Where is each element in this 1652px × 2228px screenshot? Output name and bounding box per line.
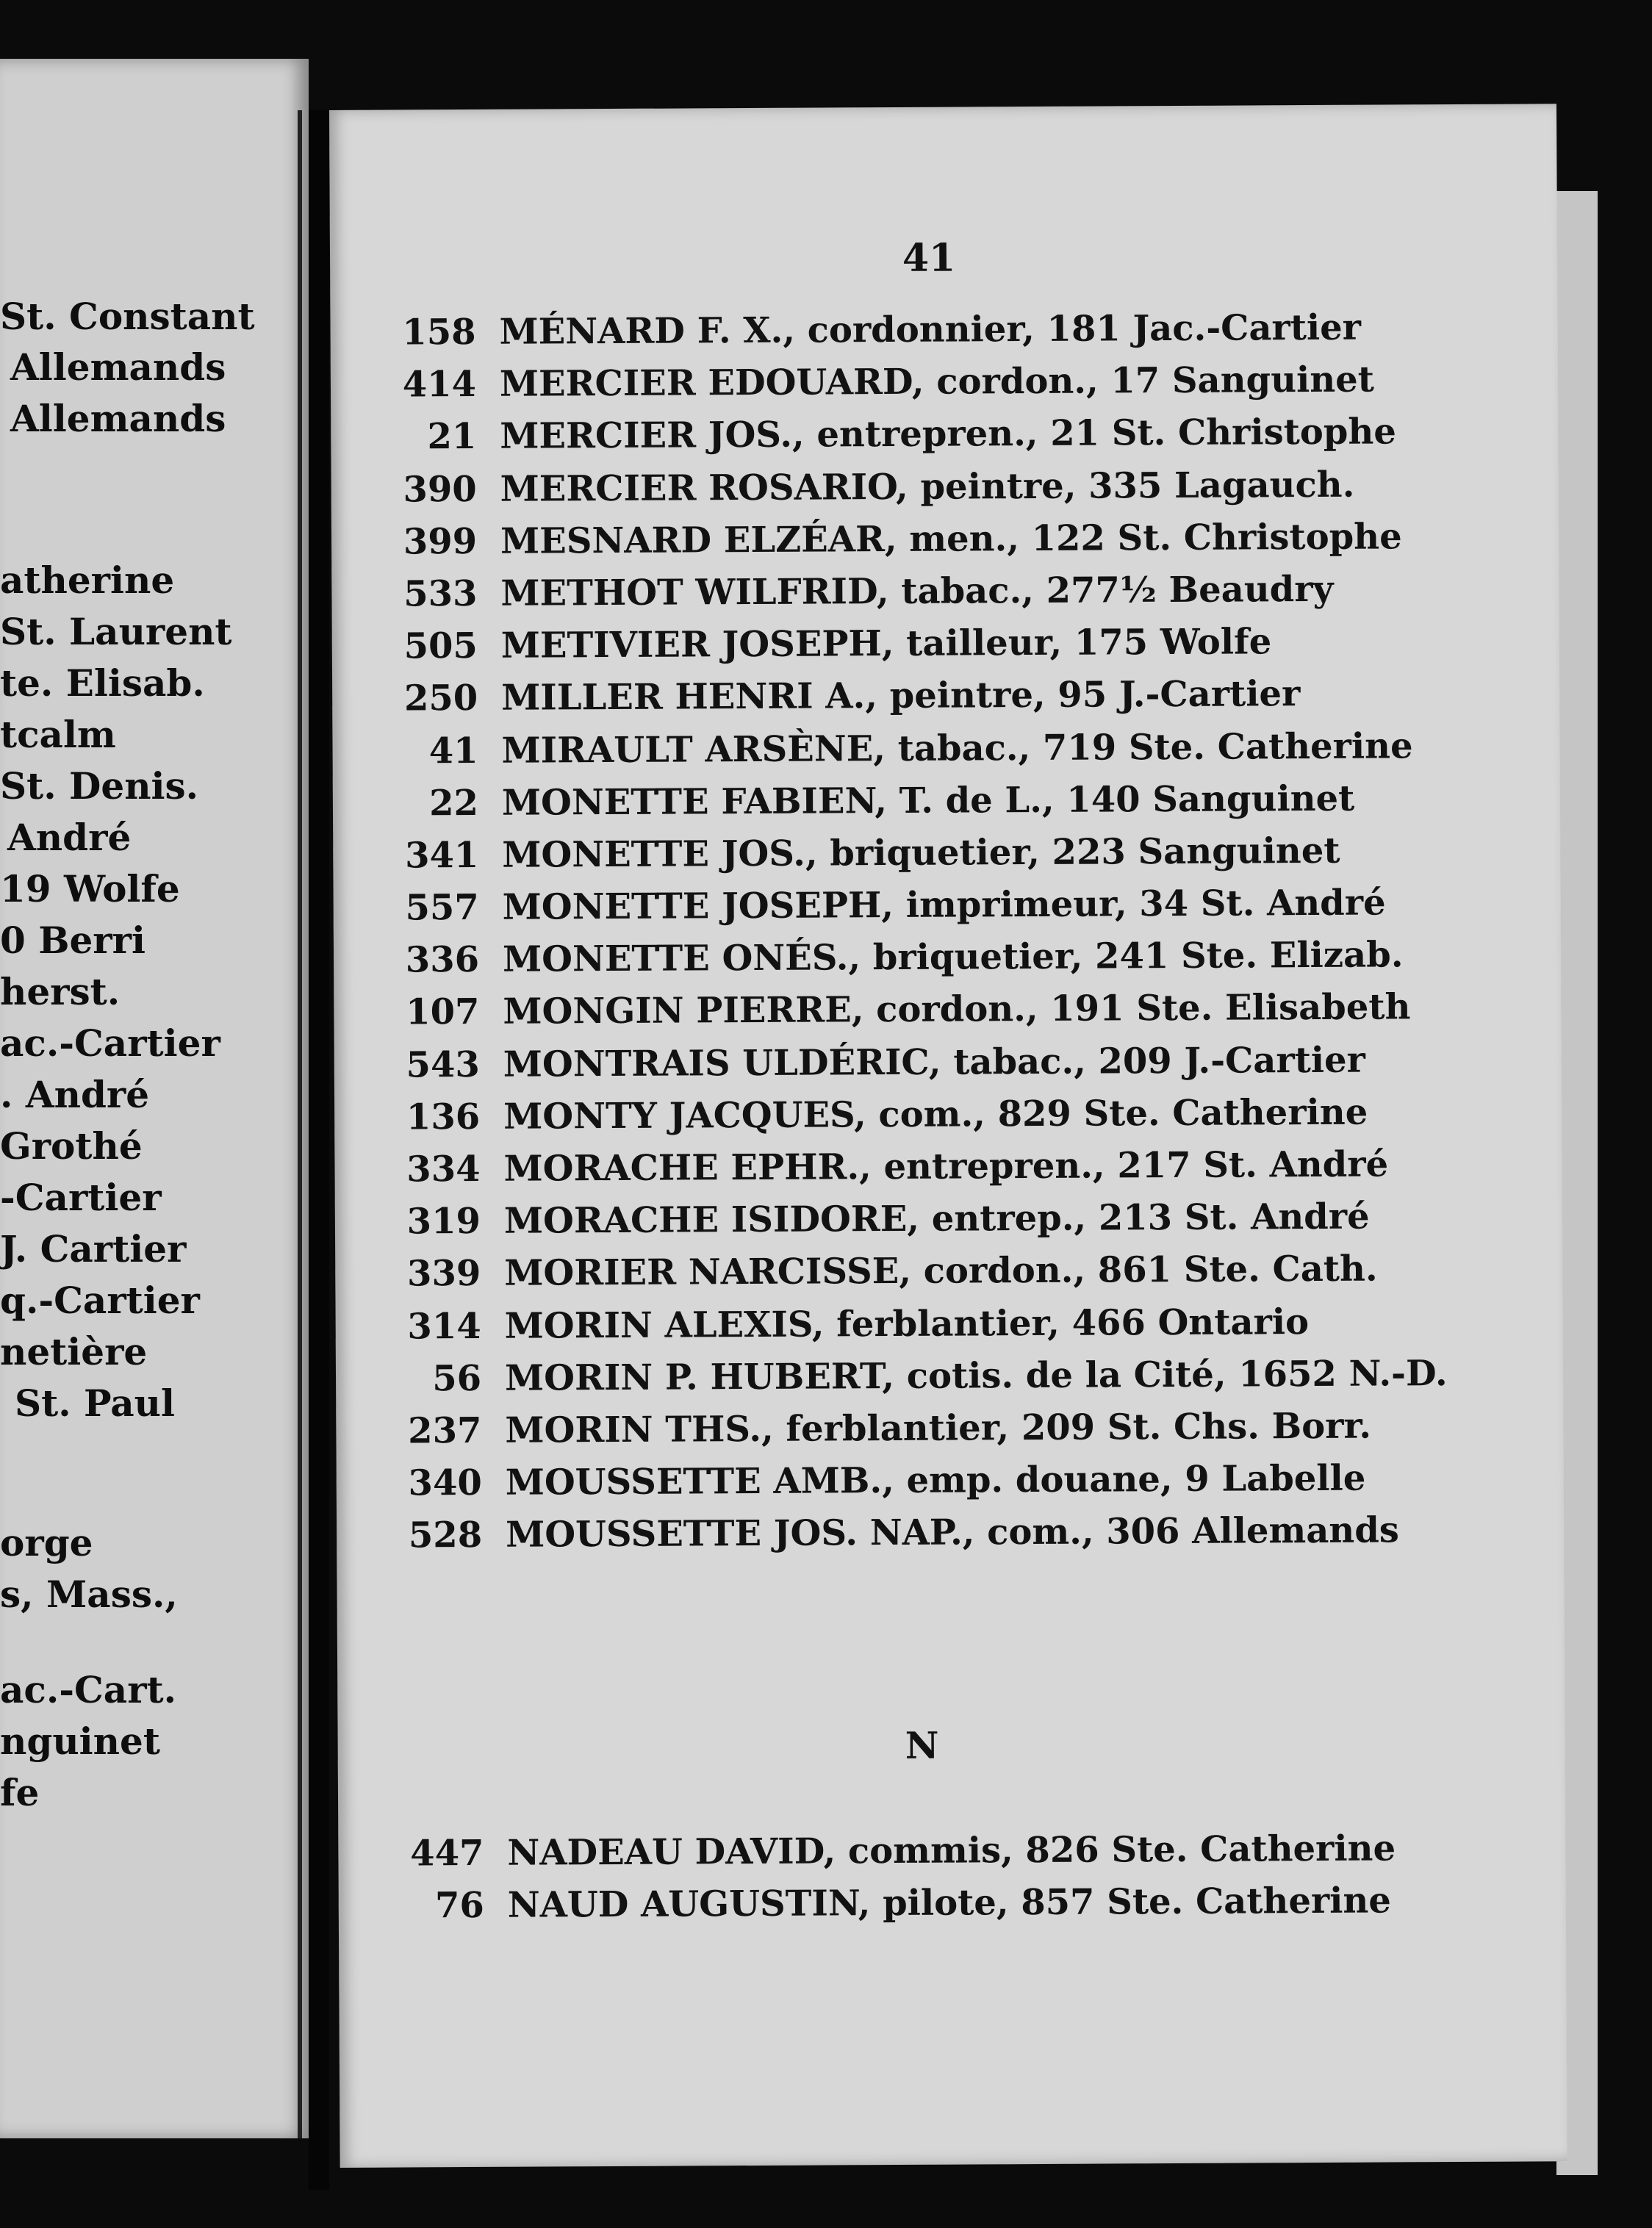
directory-entry	[389, 406, 1536, 464]
directory-entry	[392, 981, 1539, 1039]
left-fragment: ac.-Cart.	[0, 1668, 177, 1711]
left-fragment: orge	[0, 1521, 93, 1564]
entry-text: MONETTE ONÉS., briquetier, 241 Ste. Elizab.	[502, 934, 1404, 981]
entry-text: MONTY JACQUES, com., 829 Ste. Catherine	[503, 1091, 1368, 1138]
page-number: 41	[902, 235, 956, 281]
directory-entry	[395, 1452, 1542, 1510]
entry-number: 314	[407, 1305, 481, 1348]
entry-text: MONETTE FABIEN, T. de L., 140 Sanguinet	[501, 777, 1355, 824]
directory-list	[389, 301, 1542, 1562]
entry-number: 158	[402, 311, 476, 353]
directory-entry	[390, 458, 1537, 516]
entry-text: MONTRAIS ULDÉRIC, tabac., 209 J.-Cartier	[503, 1039, 1366, 1085]
entry-text: MOUSSETTE AMB., emp. douane, 9 Labelle	[505, 1457, 1366, 1503]
entry-number: 107	[406, 991, 480, 1033]
directory-entry	[392, 876, 1539, 934]
left-fragment: s, Mass.,	[0, 1573, 178, 1616]
entry-text: MONETTE JOS., briquetier, 223 Sanguinet	[502, 830, 1340, 876]
entry-text: MORACHE EPHR., entrepren., 217 St. André	[503, 1143, 1389, 1190]
entry-number: 505	[403, 625, 478, 667]
left-fragment: fe	[0, 1771, 40, 1814]
entry-text: MÉNARD F. X., cordonnier, 181 Jac.-Cartier	[499, 306, 1362, 353]
entry-number: 390	[403, 468, 477, 511]
directory-entry	[391, 719, 1537, 777]
entry-number: 136	[406, 1096, 481, 1138]
left-fragment: Grothé	[0, 1124, 143, 1168]
left-fragment: Allemands	[10, 397, 226, 440]
entry-text: MORIN P. HUBERT, cotis. de la Cité, 1652 N.-D.	[504, 1352, 1448, 1399]
right-page	[329, 104, 1567, 2168]
directory-entry	[392, 929, 1539, 987]
entry-text: MONGIN PIERRE, cordon., 191 Ste. Elisabeth	[503, 986, 1411, 1033]
entry-text: MILLER HENRI A., peintre, 95 J.-Cartier	[501, 673, 1301, 719]
directory-entry	[391, 667, 1537, 725]
directory-entry	[393, 1138, 1540, 1196]
left-fragment: ac.-Cartier	[0, 1021, 220, 1065]
entry-number: 250	[403, 678, 478, 719]
left-fragment: St. Denis.	[0, 764, 199, 808]
directory-list-n	[397, 1822, 1544, 1933]
left-fragment: . André	[0, 1073, 150, 1116]
entry-text: MERCIER ROSARIO, peintre, 335 Lagauch.	[500, 464, 1355, 510]
entry-number: 414	[402, 364, 477, 406]
left-fragment: André	[7, 816, 132, 859]
directory-entry	[394, 1243, 1540, 1301]
entry-number: 336	[405, 939, 480, 981]
directory-entry	[390, 510, 1537, 568]
entry-text: NAUD AUGUSTIN, pilote, 857 Ste. Catherine	[507, 1880, 1392, 1926]
entry-text: MOUSSETTE JOS. NAP., com., 306 Allemands	[506, 1509, 1399, 1556]
entry-number: 22	[428, 782, 479, 824]
directory-entry	[398, 1875, 1544, 1933]
left-fragment: tcalm	[0, 713, 116, 756]
entry-number: 319	[406, 1201, 481, 1243]
left-fragment: te. Elisab.	[0, 661, 205, 705]
entry-text: MORACHE ISIDORE, entrep., 213 St. André	[503, 1196, 1370, 1242]
left-fragment: nguinet	[0, 1719, 160, 1763]
entry-number: 533	[403, 572, 478, 615]
entry-number: 543	[406, 1043, 480, 1086]
left-fragment: netière	[0, 1330, 148, 1373]
entry-number: 41	[428, 730, 478, 772]
entry-text: METIVIER JOSEPH, tailleur, 175 Wolfe	[500, 621, 1272, 666]
directory-entry	[395, 1347, 1541, 1405]
entry-number: 447	[410, 1832, 484, 1875]
left-fragment: St. Paul	[15, 1381, 176, 1425]
directory-entry	[389, 353, 1536, 412]
directory-entry	[394, 1190, 1540, 1248]
left-fragment: 0 Berri	[0, 919, 146, 962]
directory-entry	[395, 1504, 1542, 1562]
directory-entry	[394, 1295, 1540, 1353]
book-spine	[309, 110, 329, 2190]
directory-entry	[393, 1085, 1540, 1143]
entry-number: 399	[403, 520, 478, 563]
entry-number: 56	[432, 1357, 482, 1400]
entry-number: 557	[405, 887, 479, 929]
directory-entry	[391, 615, 1537, 673]
left-fragment: St. Laurent	[0, 610, 232, 653]
left-fragment: St. Constant	[0, 295, 255, 338]
directory-entry	[392, 824, 1538, 882]
entry-number: 237	[408, 1409, 482, 1452]
directory-entry	[393, 1033, 1540, 1091]
directory-entry	[389, 301, 1535, 359]
entry-number: 339	[406, 1253, 481, 1295]
spine-edge	[298, 110, 302, 2138]
left-fragment: atherine	[0, 558, 175, 602]
entry-number: 340	[408, 1462, 482, 1504]
entry-text: MERCIER JOS., entrepren., 21 St. Christophe	[500, 411, 1396, 458]
entry-text: MIRAULT ARSÈNE, tabac., 719 Ste. Catherine	[501, 725, 1413, 772]
entry-text: MONETTE JOSEPH, imprimeur, 34 St. André	[502, 882, 1386, 928]
directory-entry	[390, 562, 1537, 620]
entry-number: 528	[408, 1514, 483, 1556]
entry-text: MORIN THS., ferblantier, 209 St. Chs. Borr.	[505, 1405, 1372, 1451]
entry-text: NADEAU DAVID, commis, 826 Ste. Catherine	[507, 1828, 1396, 1874]
entry-text: MERCIER EDOUARD, cordon., 17 Sanguinet	[499, 359, 1375, 405]
left-fragment: herst.	[0, 970, 121, 1013]
entry-number: 76	[434, 1885, 484, 1927]
entry-text: MORIER NARCISSE, cordon., 861 Ste. Cath.	[504, 1248, 1378, 1295]
section-letter: N	[905, 1723, 939, 1767]
left-fragment: J. Cartier	[0, 1227, 187, 1271]
left-fragment: 19 Wolfe	[0, 867, 180, 910]
entry-text: MORIN ALEXIS, ferblantier, 466 Ontario	[504, 1301, 1310, 1347]
left-fragment: Allemands	[10, 345, 226, 389]
entry-text: MESNARD ELZÉAR, men., 122 St. Christophe	[500, 516, 1402, 562]
entry-text: METHOT WILFRID, tabac., 277½ Beaudry	[500, 568, 1334, 614]
left-fragment: -Cartier	[0, 1176, 162, 1219]
entry-number: 21	[427, 416, 477, 458]
left-fragment: q.-Cartier	[0, 1279, 200, 1322]
directory-entry	[397, 1822, 1543, 1880]
directory-entry	[395, 1399, 1541, 1457]
entry-number: 341	[404, 834, 479, 877]
left-page	[0, 59, 309, 2138]
directory-entry	[392, 772, 1538, 830]
entry-number: 334	[406, 1148, 481, 1190]
